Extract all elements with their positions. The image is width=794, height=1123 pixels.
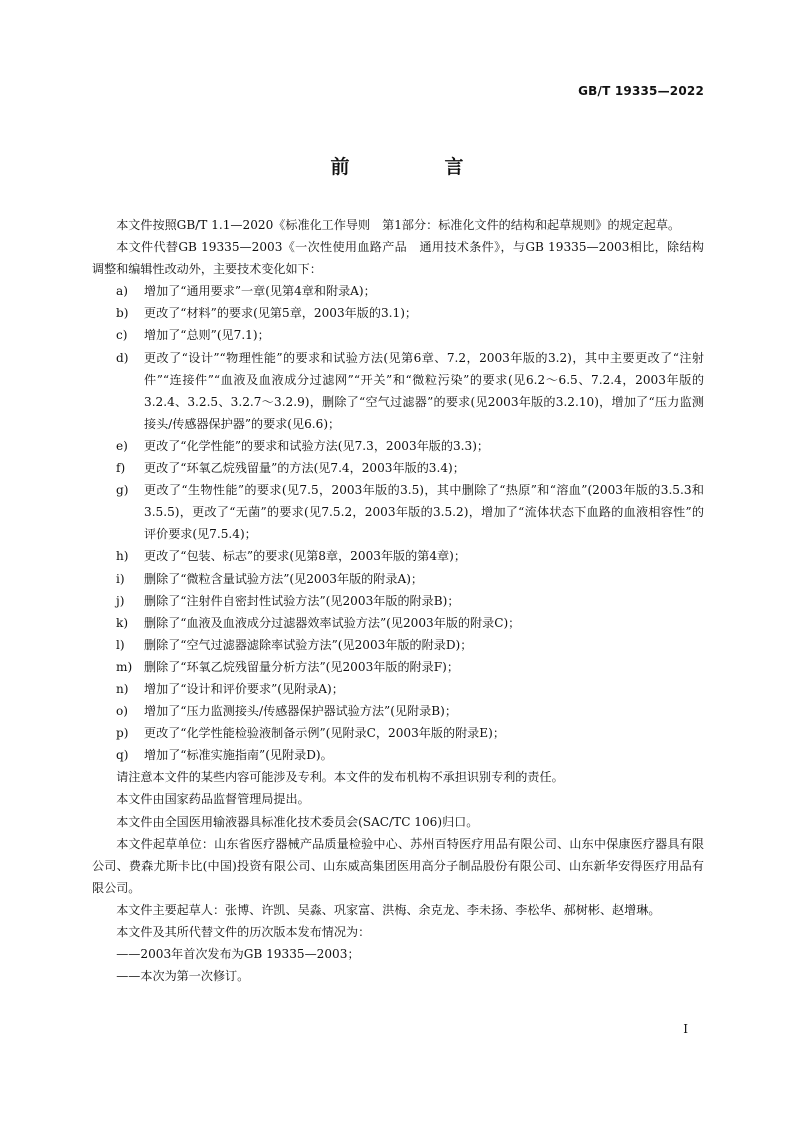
list-item (92, 678, 704, 700)
list-item-label: e) (116, 438, 128, 453)
history-item: ——2003年首次发布为GB 19335—2003； (116, 947, 360, 962)
body-paragraph: 请注意本文件的某些内容可能涉及专利。本文件的发布机构不承担识别专利的责任。 (116, 770, 564, 785)
history-intro-paragraph: 本文件及其所代替文件的历次版本发布情况为： (116, 925, 371, 939)
page-title: 前 言 (330, 156, 502, 178)
page-number: I (683, 1022, 688, 1036)
list-item (92, 545, 704, 567)
list-item-text: 删除了“微粒含量试验方法”(见2003年版的附录A)； (144, 571, 424, 586)
intro-paragraph: 本文件代替GB 19335—2003《一次性使用血路产品 通用技术条件》，与GB 19335—2003相比，除结构调整和编辑性改动外，主要技术变化如下： (92, 240, 704, 277)
list-item-text: 删除了“环氧乙烷残留量分析方法”(见2003年版的附录F)； (144, 659, 459, 674)
list-item-text: 删除了“注射件自密封性试验方法”(见2003年版的附录B)； (144, 593, 460, 608)
foreword-body (92, 214, 704, 987)
list-item-label: h) (116, 549, 129, 564)
change-list (92, 280, 704, 766)
list-item-text: 更改了“生物性能”的要求(见7.5，2003年版的3.5)，其中删除了“热原”和“溶血”(2003年版的3.5.3和3.5.5)，更改了“无菌”的要求(见7.5.2，2003年版的3.5.2)，增加了“流体状态下血路的血液相容性”的评价要求(见7.5.4)； (144, 483, 704, 542)
list-item-text: 更改了“包装、标志”的要求(见第8章，2003年版的第4章)； (144, 549, 466, 564)
intro-paragraph: 本文件按照GB/T 1.1—2020《标准化工作导则 第1部分：标准化文件的结构和起草规则》的规定起草。 (116, 218, 681, 232)
list-item-label: l) (116, 637, 125, 652)
list-item (92, 744, 704, 766)
list-item-label: g) (116, 483, 129, 498)
list-item (92, 612, 704, 634)
list-item-label: c) (116, 328, 128, 343)
list-item (92, 590, 704, 612)
list-item (92, 479, 704, 545)
list-item (92, 722, 704, 744)
list-item (92, 347, 704, 435)
list-item-label: a) (116, 284, 128, 299)
drafting-units-paragraph: 本文件起草单位：山东省医疗器械产品质量检验中心、苏州百特医疗用品有限公司、山东中保康医疗器具有限公司、费森尤斯卡比(中国)投资有限公司、山东威高集团医用高分子制品股份有限公司、山东新华安得医疗用品有限公司。 (92, 836, 704, 895)
list-item-label: f) (116, 461, 126, 476)
list-item-label: o) (116, 704, 128, 719)
list-item-text: 删除了“空气过滤器滤除率试验方法”(见2003年版的附录D)； (144, 637, 473, 652)
list-item-label: q) (116, 748, 129, 763)
list-item-text: 增加了“标准实施指南”(见附录D)。 (144, 748, 333, 763)
list-item-text: 增加了“总则”(见7.1)； (144, 328, 270, 343)
list-item-label: k) (116, 615, 129, 630)
standard-code: GB/T 19335—2022 (578, 84, 704, 98)
list-item-text: 增加了“设计和评价要求”(见附录A)； (144, 681, 344, 696)
drafters-paragraph: 本文件主要起草人：张博、许凯、吴淼、巩家富、洪梅、余克龙、李未扬、李松华、郝树彬、赵增琳。 (116, 902, 661, 917)
list-item-text: 删除了“血液及血液成分过滤器效率试验方法”(见2003年版的附录C)； (144, 615, 521, 630)
list-item-text: 更改了“化学性能”的要求和试验方法(见7.3，2003年版的3.3)； (144, 438, 490, 453)
list-item (92, 302, 704, 324)
list-item (92, 435, 704, 457)
body-paragraph: 本文件由全国医用输液器具标准化技术委员会(SAC/TC 106)归口。 (116, 814, 479, 829)
list-item-text: 更改了“环氧乙烷残留量”的方法(见7.4，2003年版的3.4)； (144, 461, 465, 476)
list-item (92, 700, 704, 722)
list-item-label: i) (116, 571, 125, 586)
list-item-label: b) (116, 306, 129, 321)
list-item (92, 457, 704, 479)
list-item (92, 634, 704, 656)
list-item-text: 更改了“设计”“物理性能”的要求和试验方法(见第6章、7.2，2003年版的3.2)，其中主要更改了“注射件”“连接件”“血液及血液成分过滤网”“开关”和“微粒污染”的要求(见6.2～6.5、7.2.4，2003年版的3.2.4、3.2.5、3.2.7～3.2.9)，删除了“空气过滤器”的要求(见2003年版的3.2.10)，增加了“压力监测接头/传感器保护器”的要求(见6.6)； (144, 350, 704, 431)
list-item-label: n) (116, 681, 129, 696)
body-paragraph: 本文件由国家药品监督管理局提出。 (116, 792, 310, 807)
list-item-text: 增加了“压力监测接头/传感器保护器试验方法”(见附录B)； (144, 704, 457, 719)
list-item-label: j) (116, 593, 125, 608)
list-item-label: p) (116, 726, 129, 741)
list-item-label: d) (116, 350, 129, 365)
list-item (92, 656, 704, 678)
list-item-text: 增加了“通用要求”一章(见第4章和附录A)； (144, 284, 376, 299)
list-item (92, 324, 704, 346)
list-item (92, 280, 704, 302)
list-item-text: 更改了“化学性能检验液制备示例”(见附录C，2003年版的附录E)； (144, 726, 505, 741)
history-item: ——本次为第一次修订。 (116, 969, 250, 984)
list-item (92, 568, 704, 590)
list-item-text: 更改了“材料”的要求(见第5章，2003年版的3.1)； (144, 306, 418, 321)
list-item-label: m) (116, 659, 133, 674)
